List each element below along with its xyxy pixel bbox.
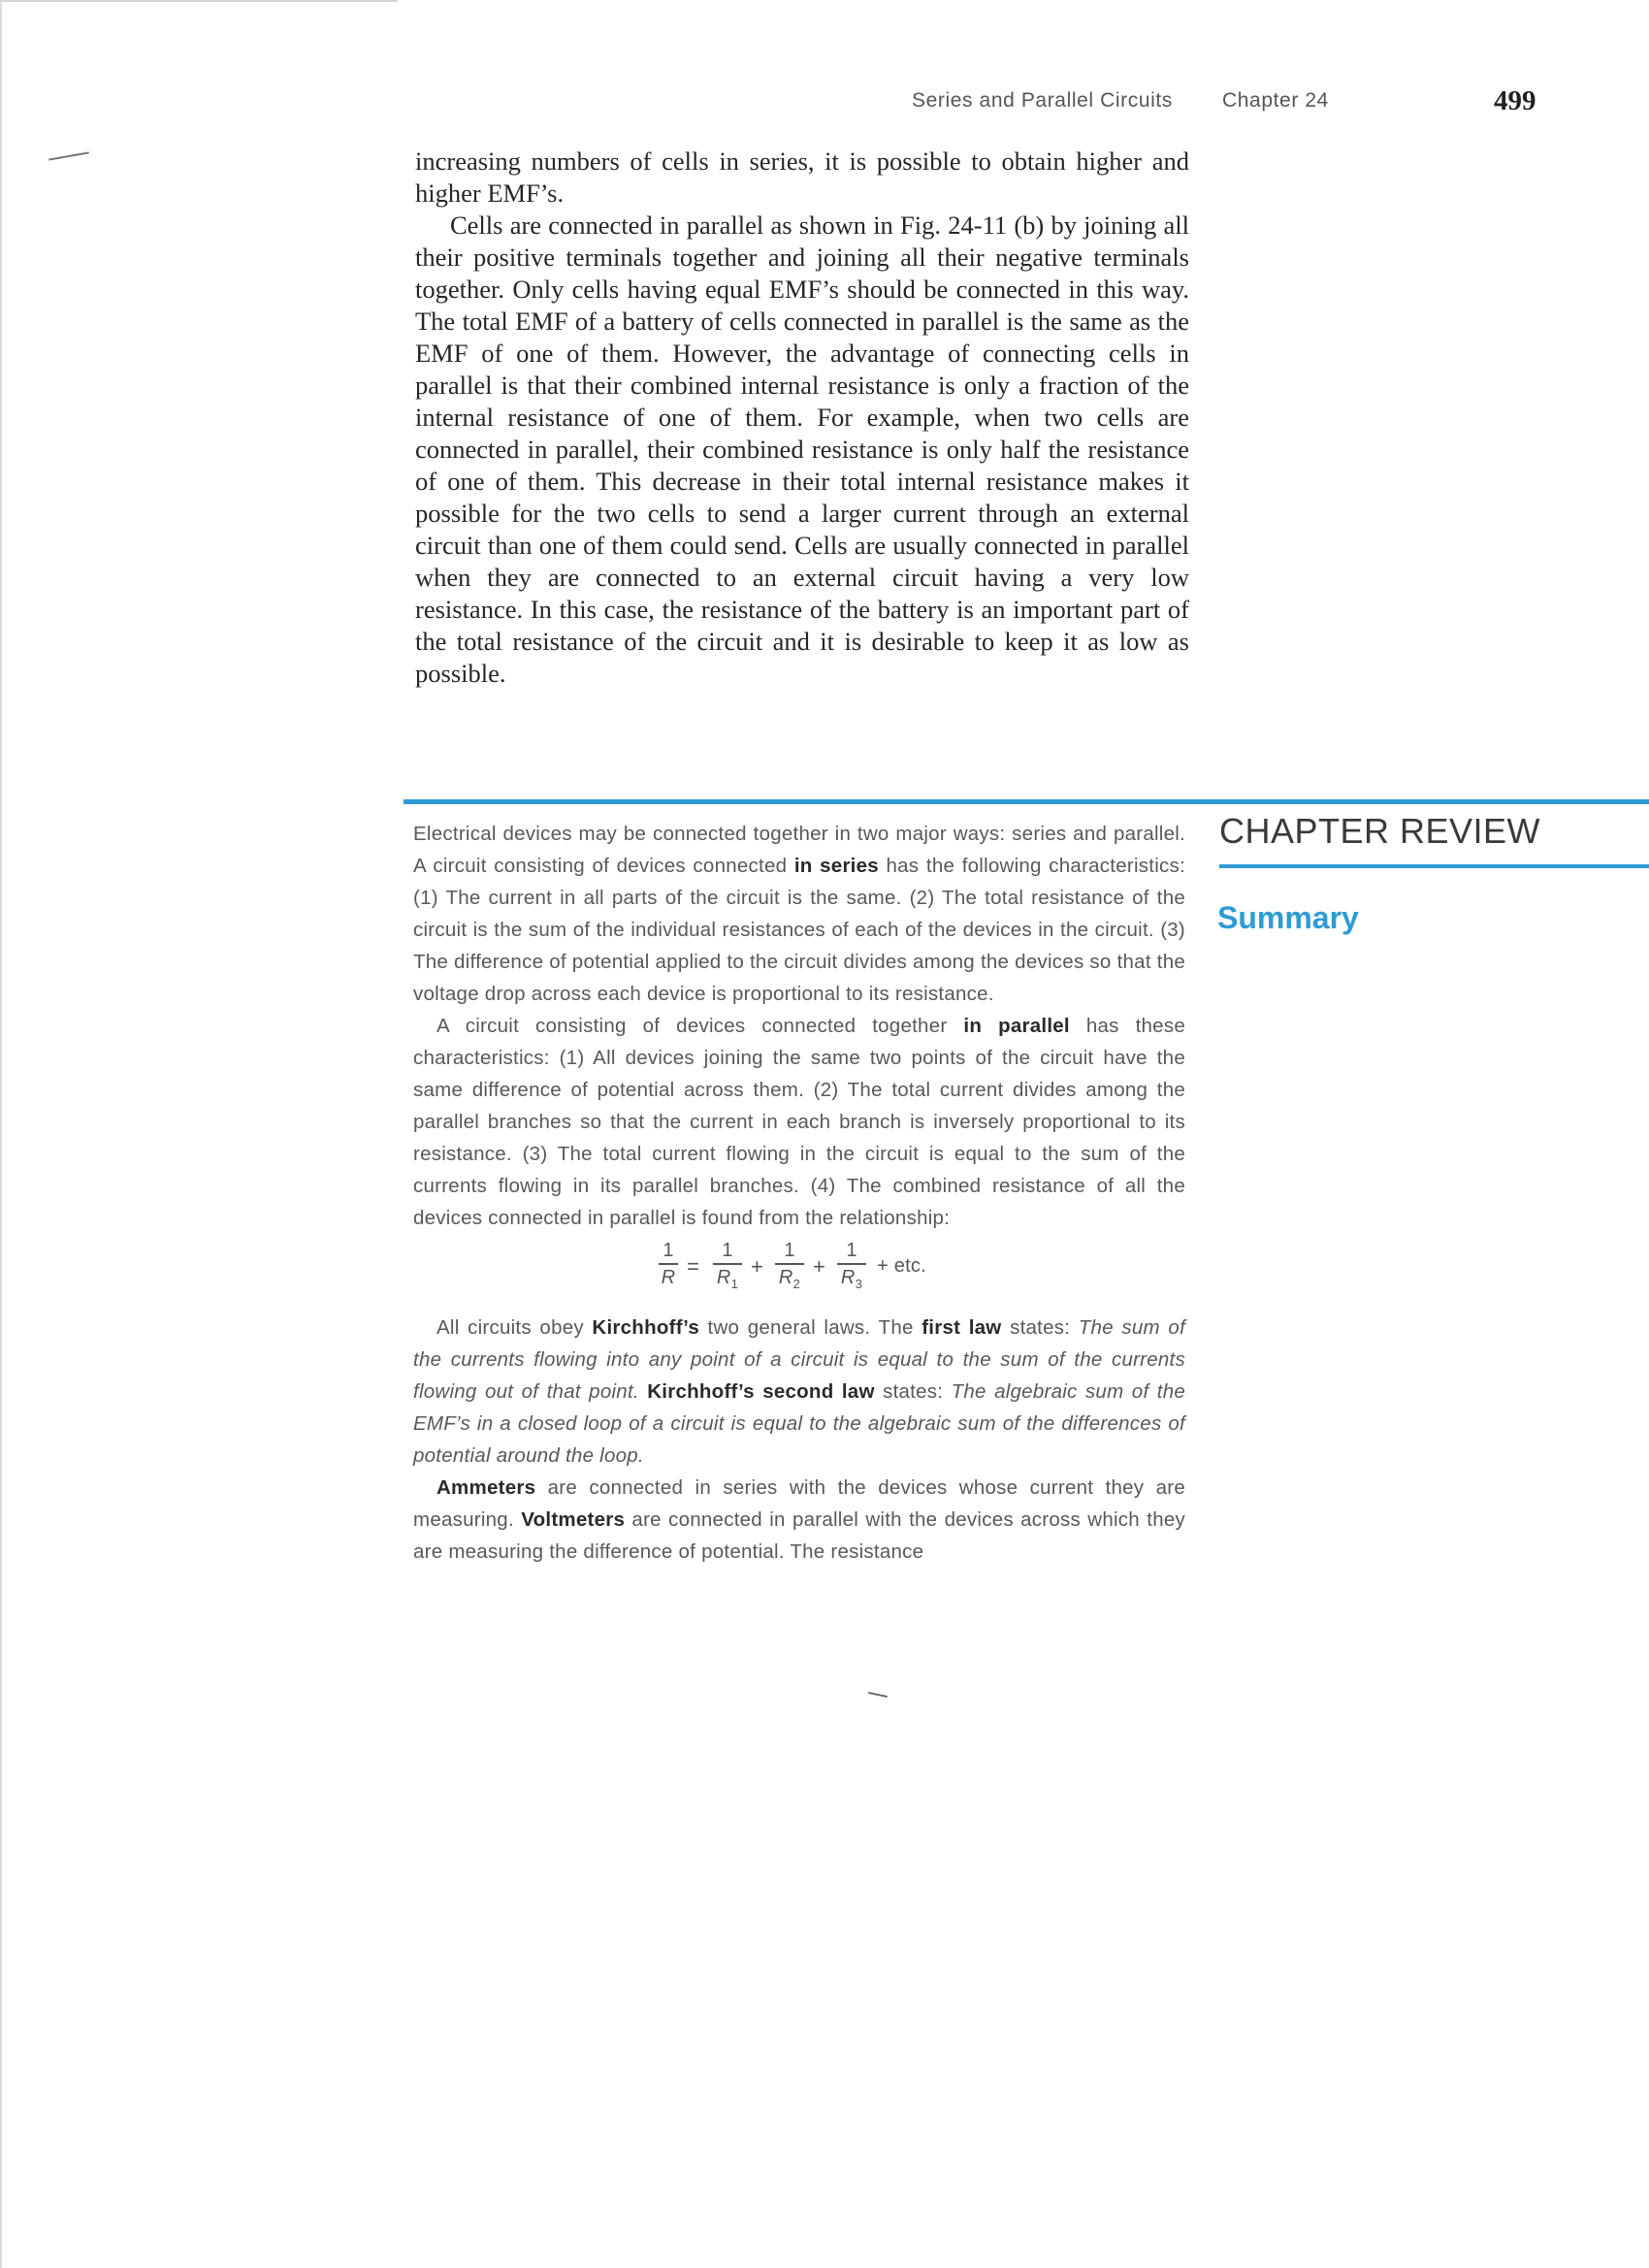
- scan-edge: [0, 0, 2, 2268]
- body-paragraph: Cells are connected in parallel as shown in Fig. 24-11 (b) by joining all their positive terminals together and joining all their negative terminals together. Only cells having equal EMF’s should be connected in this way. The total EMF of a battery of cells connected in parallel is the same as the EMF of one of them. However, the advantage of connecting cells in parallel is that their combined internal resistance is only a fraction of the internal resistance of one of them. For example, when two cells are connected in parallel, their combined resistance is only half the resistance of one of them. This decrease in their total internal resistance makes it possible for the two cells to send a larger current through an external circuit than one of them could send. Cells are usually connected in parallel when they are connected to an external circuit having a very low resistance. In this case, the resistance of the battery is an important part of the total resistance of the circuit and it is desirable to keep it as low as possible.: [415, 211, 1189, 688]
- term-series: in series: [793, 855, 879, 877]
- body-paragraph: increasing numbers of cells in series, it is possible to obtain higher and higher EMF’s.: [415, 146, 1189, 208]
- fraction-1-over-R: 1 R: [658, 1238, 679, 1290]
- chapter-label: Chapter 24: [1222, 89, 1329, 112]
- section-rule: [404, 799, 1649, 804]
- term-parallel: in parallel: [963, 1015, 1070, 1037]
- stray-pen-mark: [868, 1692, 888, 1698]
- summary-paragraph: A circuit consisting of devices connected together in parallel has these characteristics: (1) All devices joining the same two points of the circuit have the same difference of potential across them. (2) The total current divides among the parallel branches so that the current in each branch is inversely proportional to its resistance. (3) The total current flowing in the circuit is equal to the sum of the currents flowing in its parallel branches. (4) The combined resistance of all the devices connected in parallel is found from the relationship:: [413, 1015, 1185, 1229]
- running-header: [0, 85, 1649, 120]
- heading-rule: [1219, 864, 1649, 868]
- body-text: [415, 146, 1189, 690]
- fraction-1-over-R2: 1 $R_2$: [774, 1238, 805, 1297]
- chapter-review-heading: CHAPTER REVIEW: [1219, 811, 1541, 851]
- formula-etc: + etc.: [877, 1255, 926, 1277]
- term-first-law: first law: [922, 1316, 1002, 1339]
- summary-paragraph: All circuits obey Kirchhoff’s two general laws. The first law states: The sum of the currents flowing into any point of a circuit is equal to the sum of the currents flowing out of that point. Kirchhoff’s second law states: The algebraic sum of the EMF’s in a closed loop of a circuit is equal to the algebraic sum of the differences of potential around the loop.: [413, 1316, 1186, 1467]
- first-law-statement: The sum of the currents flowing into any point of a circuit is equal to the sum of the currents flowing out of that point.: [413, 1316, 1186, 1403]
- term-second-law: Kirchhoff’s second law: [647, 1380, 875, 1403]
- summary-paragraph: Ammeters are connected in series with the devices whose current they are measuring. Voltmeters are connected in parallel with the devices across which they are measuring the difference of potential. The resistance: [413, 1476, 1185, 1563]
- summary-paragraph: Electrical devices may be connected together in two major ways: series and parallel. A circuit consisting of devices connected in series has the following characteristics: (1) The current in all parts of the circuit is the same. (2) The total resistance of the circuit is the sum of the individual resistances of each of the devices in the circuit. (3) The difference of potential applied to the circuit divides among the devices so that the voltage drop across each device is proportional to its resistance.: [413, 823, 1185, 1005]
- plus-sign: +: [813, 1254, 826, 1279]
- equals-sign: =: [687, 1254, 700, 1279]
- second-law-statement: The algebraic sum of the EMF’s in a closed loop of a circuit is equal to the algebraic sum of the differences of potential around the loop.: [413, 1380, 1186, 1467]
- fraction-1-over-R3: 1 $R_3$: [836, 1238, 867, 1297]
- running-title: Series and Parallel Circuits: [912, 89, 1173, 112]
- stray-pen-mark: [48, 151, 89, 160]
- summary-heading: Summary: [1217, 900, 1359, 935]
- parallel-resistance-formula: [413, 1238, 1185, 1304]
- summary-text: [413, 818, 1185, 1568]
- page-number: 499: [1494, 85, 1536, 116]
- term-voltmeters: Voltmeters: [521, 1508, 626, 1531]
- plus-sign: +: [751, 1254, 764, 1279]
- fraction-1-over-R1: 1 $R_1$: [712, 1238, 743, 1297]
- term-ammeters: Ammeters: [436, 1476, 536, 1499]
- scan-edge-top: [0, 0, 398, 2]
- term-kirchhoff: Kirchhoff’s: [592, 1316, 699, 1339]
